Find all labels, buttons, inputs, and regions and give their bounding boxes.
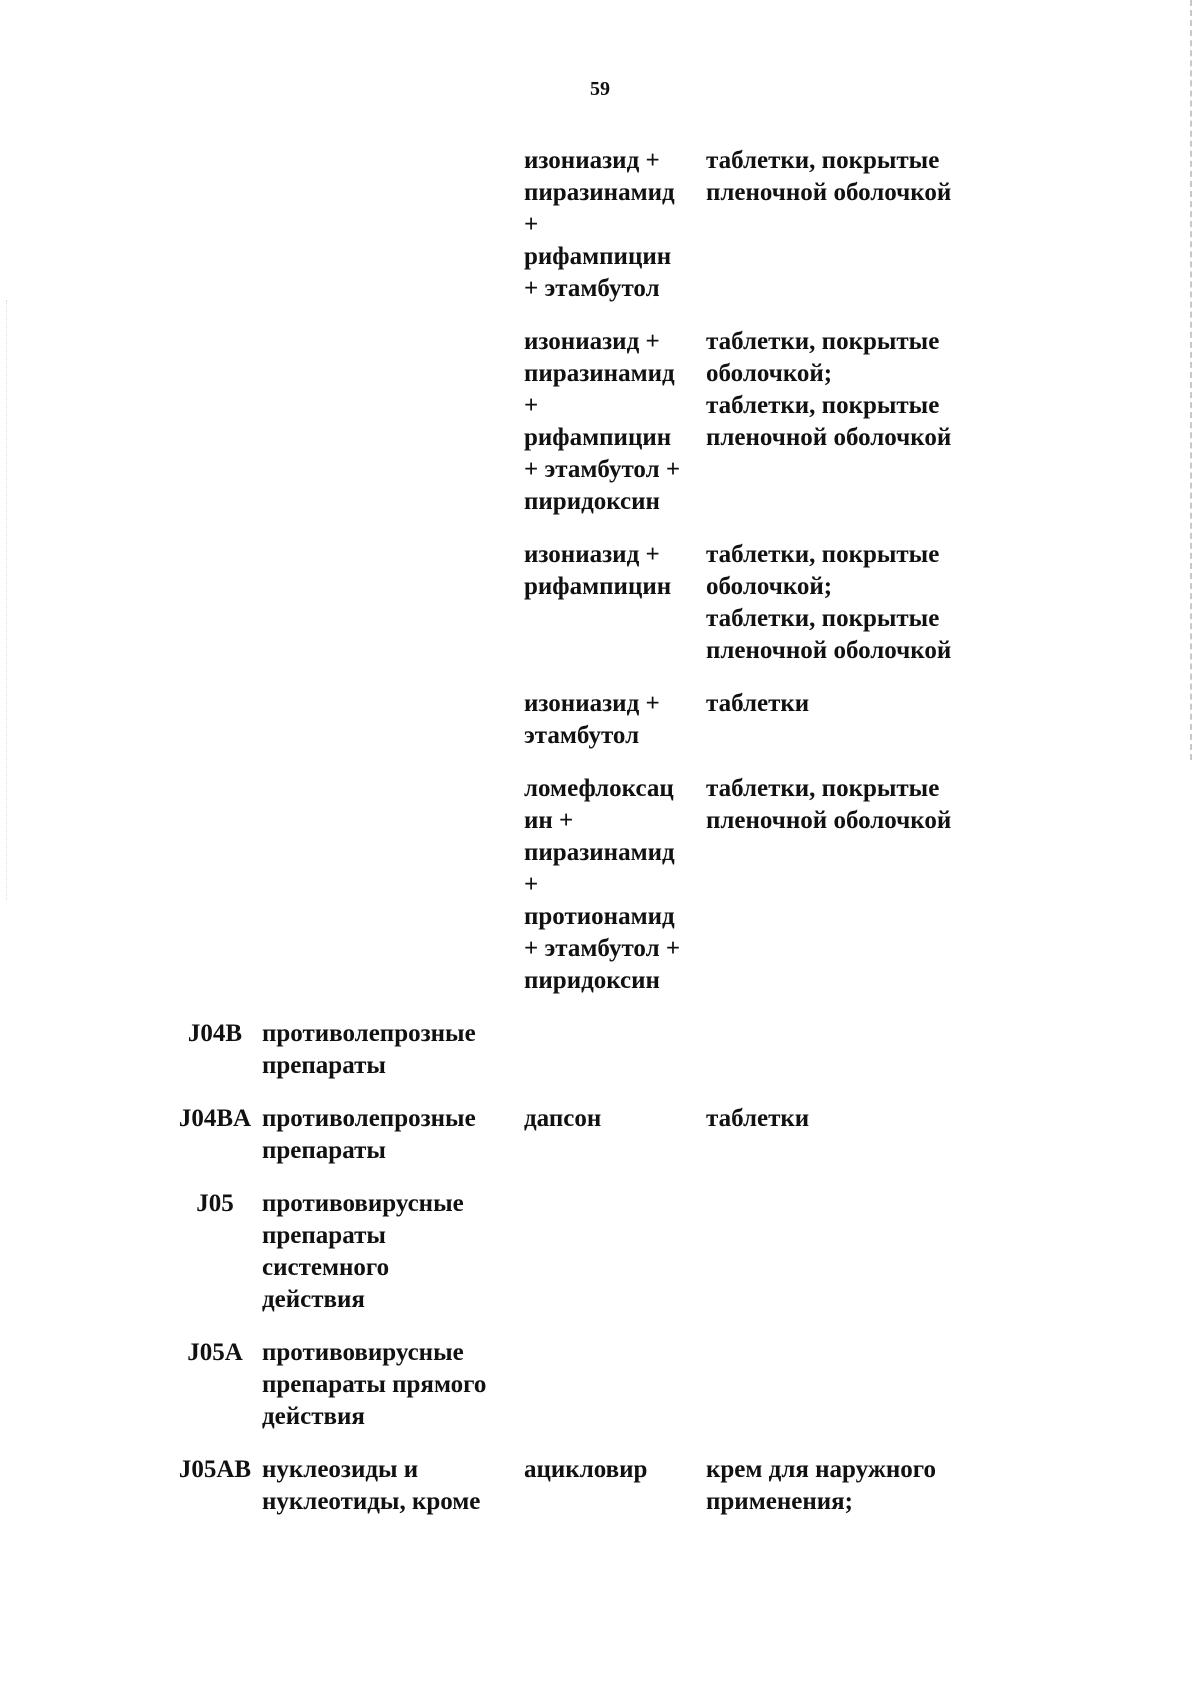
dosage-form: таблетки, покрытые оболочкой; таблетки, покрытые пленочной оболочкой xyxy=(706,541,952,664)
table-row xyxy=(168,1103,996,1188)
table-row xyxy=(168,1454,996,1539)
dosage-form: таблетки, покрытые пленочной оболочкой xyxy=(706,775,952,834)
drug-name: дапсон xyxy=(524,1105,602,1132)
inn-cell xyxy=(524,773,706,1018)
drug-name: изониазид + этамбутол xyxy=(524,690,660,749)
atc-code-cell xyxy=(168,145,262,326)
atc-code-cell xyxy=(168,688,262,773)
group-cell xyxy=(262,1018,524,1103)
anatomical-group: противовирусные препараты прямого действия xyxy=(262,1339,487,1430)
group-cell xyxy=(262,773,524,1018)
drug-table xyxy=(168,145,996,1539)
anatomical-group: противовирусные препараты системного действия xyxy=(262,1190,464,1313)
group-cell xyxy=(262,326,524,539)
form-cell xyxy=(706,145,996,326)
group-cell xyxy=(262,1337,524,1454)
atc-code-cell xyxy=(168,326,262,539)
inn-cell xyxy=(524,1337,706,1454)
drug-name: ломефлоксац ин + пиразинамид + протионамид + этамбутол + пиридоксин xyxy=(524,775,681,994)
atc-code: J05AB xyxy=(178,1456,252,1483)
inn-cell xyxy=(524,1018,706,1103)
group-cell xyxy=(262,688,524,773)
inn-cell xyxy=(524,539,706,688)
form-cell xyxy=(706,1188,996,1337)
table-row xyxy=(168,1337,996,1454)
dosage-form: таблетки xyxy=(706,690,810,717)
inn-cell xyxy=(524,145,706,326)
table-row xyxy=(168,1188,996,1337)
form-cell xyxy=(706,773,996,1018)
group-cell xyxy=(262,1454,524,1539)
atc-code-cell xyxy=(168,1337,262,1454)
anatomical-group: противолепрозные препараты xyxy=(262,1105,476,1164)
dosage-form: таблетки, покрытые пленочной оболочкой xyxy=(706,147,952,206)
inn-cell xyxy=(524,1188,706,1337)
form-cell xyxy=(706,1337,996,1454)
table-row xyxy=(168,326,996,539)
form-cell xyxy=(706,1018,996,1103)
atc-code: J05 xyxy=(196,1190,234,1217)
form-cell xyxy=(706,326,996,539)
dosage-form: таблетки xyxy=(706,1105,810,1132)
dosage-form: таблетки, покрытые оболочкой; таблетки, покрытые пленочной оболочкой xyxy=(706,328,952,451)
form-cell xyxy=(706,688,996,773)
scan-edge-artifact-left xyxy=(6,300,8,900)
table-row xyxy=(168,688,996,773)
page-number: 59 xyxy=(590,78,610,100)
form-cell xyxy=(706,1103,996,1188)
inn-cell xyxy=(524,1103,706,1188)
drug-name: изониазид + пиразинамид + рифампицин + этамбутол xyxy=(524,147,675,302)
atc-code-cell xyxy=(168,1018,262,1103)
table-row xyxy=(168,539,996,688)
group-cell xyxy=(262,145,524,326)
atc-code: J05A xyxy=(187,1339,243,1366)
anatomical-group: противолепрозные препараты xyxy=(262,1020,476,1079)
drug-name: ацикловир xyxy=(524,1456,648,1483)
inn-cell xyxy=(524,326,706,539)
anatomical-group: нуклеозиды и нуклеотиды, кроме xyxy=(262,1456,481,1515)
inn-cell xyxy=(524,1454,706,1539)
group-cell xyxy=(262,1188,524,1337)
table-row xyxy=(168,773,996,1018)
drug-name: изониазид + пиразинамид + рифампицин + этамбутол + пиридоксин xyxy=(524,328,681,515)
drug-name: изониазид + рифампицин xyxy=(524,541,672,600)
atc-code: J04B xyxy=(187,1020,243,1047)
table-row xyxy=(168,1018,996,1103)
atc-code: J04BA xyxy=(178,1105,252,1132)
form-cell xyxy=(706,539,996,688)
form-cell xyxy=(706,1454,996,1539)
group-cell xyxy=(262,1103,524,1188)
atc-code-cell xyxy=(168,773,262,1018)
group-cell xyxy=(262,539,524,688)
inn-cell xyxy=(524,688,706,773)
atc-code-cell xyxy=(168,1454,262,1539)
table-row xyxy=(168,145,996,326)
dosage-form: крем для наружного применения; xyxy=(706,1456,937,1515)
atc-code-cell xyxy=(168,1103,262,1188)
atc-code-cell xyxy=(168,539,262,688)
atc-code-cell xyxy=(168,1188,262,1337)
scan-edge-artifact xyxy=(1188,0,1192,760)
